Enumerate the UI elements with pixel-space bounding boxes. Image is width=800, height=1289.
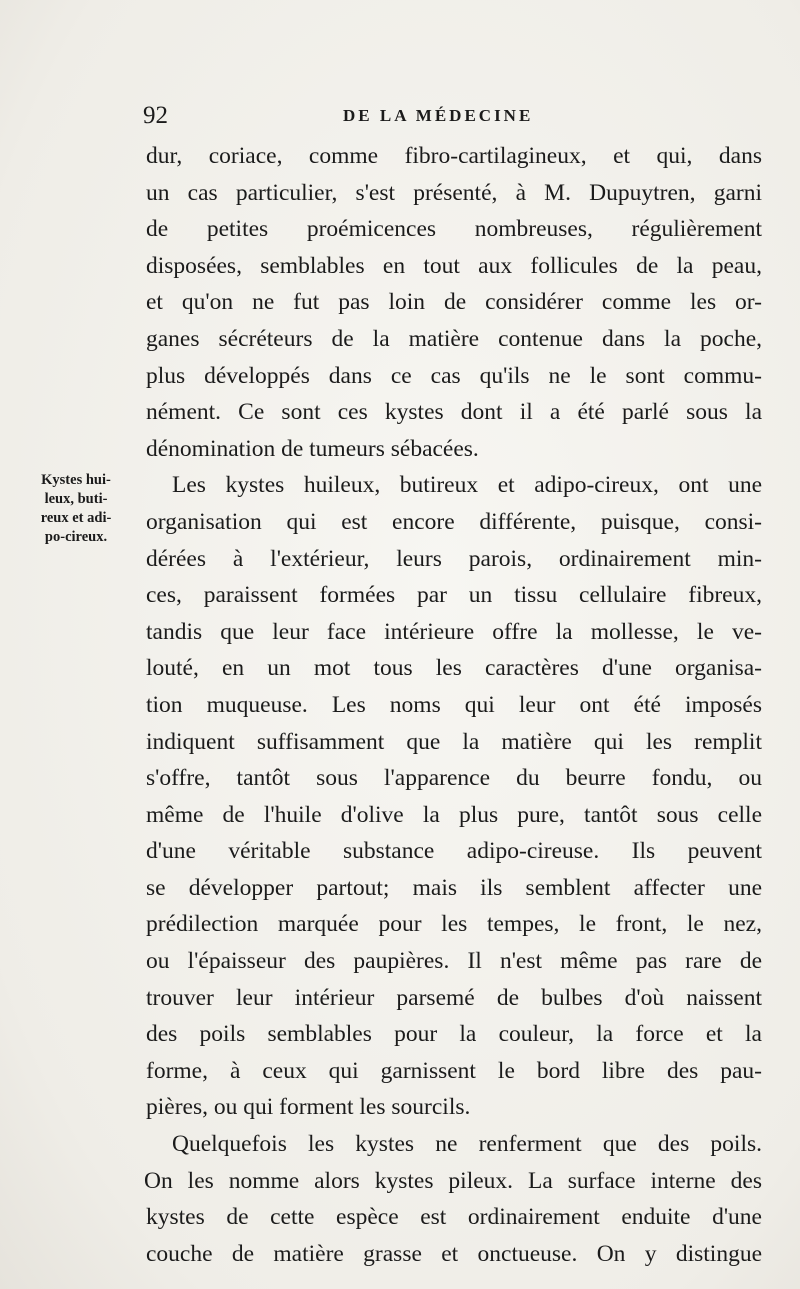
text-line: On les nomme alors kystes pileux. La surface interne des bbox=[144, 1167, 762, 1194]
text-line: prédilection marquée pour les tempes, le front, le nez, bbox=[146, 911, 762, 938]
text-line: forme, à ceux qui garnissent le bord libre des pau- bbox=[146, 1057, 762, 1084]
text-line: Quelquefois les kystes ne renferment que des poils. bbox=[172, 1131, 762, 1158]
margin-note-line: leux, buti- bbox=[44, 491, 108, 507]
text-line: d'une véritable substance adipo-cireuse. Ils peuvent bbox=[146, 838, 762, 865]
text-line: même de l'huile d'olive la plus pure, tantôt sous celle bbox=[146, 801, 762, 828]
text-line: pières, ou qui forment les sourcils. bbox=[146, 1094, 471, 1121]
text-line: indiquent suffisamment que la matière qui les remplit bbox=[146, 728, 762, 755]
page-number: 92 bbox=[143, 102, 168, 129]
text-line: nément. Ce sont ces kystes dont il a été parlé sous la bbox=[146, 399, 762, 426]
text-line: kystes de cette espèce est ordinairement enduite d'une bbox=[146, 1204, 762, 1231]
text-line: dur, coriace, comme fibro-cartilagineux, et qui, dans bbox=[146, 143, 762, 169]
text-line: tion muqueuse. Les noms qui leur ont été imposés bbox=[146, 691, 762, 718]
text-line: tandis que leur face intérieure offre la mollesse, le ve- bbox=[146, 618, 762, 645]
text-line: plus développés dans ce cas qu'ils ne le sont commu- bbox=[146, 362, 762, 389]
margin-note-line: reux et adi- bbox=[40, 510, 112, 526]
text-line: de petites proémicences nombreuses, régulièrement bbox=[146, 216, 762, 243]
text-line: se développer partout; mais ils semblent affecter une bbox=[146, 874, 762, 901]
margin-note-line: Kystes hui- bbox=[41, 472, 111, 488]
text-line: un cas particulier, s'est présenté, à M. Dupuytren, garni bbox=[146, 179, 762, 206]
margin-note-line: po-cireux. bbox=[44, 529, 108, 545]
text-line: dénomination de tumeurs sébacées. bbox=[146, 435, 479, 462]
text-line: des poils semblables pour la couleur, la force et la bbox=[146, 1021, 762, 1048]
text-line: ou l'épaisseur des paupières. Il n'est même pas rare de bbox=[146, 948, 762, 975]
margin-note bbox=[26, 471, 126, 547]
text-line: couche de matière grasse et onctueuse. On y distingue bbox=[146, 1240, 762, 1267]
text-line: Les kystes huileux, butireux et adipo-cireux, ont une bbox=[172, 472, 762, 499]
text-line: et qu'on ne fut pas loin de considérer comme les or- bbox=[146, 289, 762, 316]
text-line: dérées à l'extérieur, leurs parois, ordinairement min- bbox=[146, 545, 762, 572]
text-line: s'offre, tantôt sous l'apparence du beurre fondu, ou bbox=[146, 765, 762, 792]
text-line: trouver leur intérieur parsemé de bulbes d'où naissent bbox=[146, 984, 762, 1011]
text-line: disposées, semblables en tout aux follicules de la peau, bbox=[146, 252, 762, 279]
running-title: DE LA MÉDECINE bbox=[343, 106, 534, 125]
text-line: ganes sécréteurs de la matière contenue dans la poche, bbox=[146, 325, 762, 352]
page-header bbox=[143, 100, 763, 130]
text-line: ces, paraissent formées par un tissu cellulaire fibreux, bbox=[146, 582, 762, 609]
text-line: louté, en un mot tous les caractères d'une organisa- bbox=[146, 655, 762, 682]
text-line: organisation qui est encore différente, puisque, consi- bbox=[146, 508, 762, 535]
body-text bbox=[146, 138, 762, 1272]
